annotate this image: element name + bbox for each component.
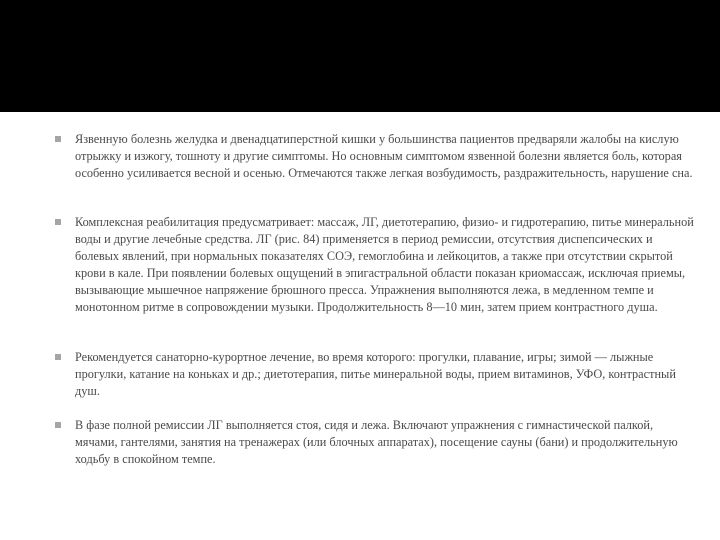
square-bullet-icon [55, 422, 61, 428]
square-bullet-icon [55, 354, 61, 360]
square-bullet-icon [55, 219, 61, 225]
bullet-text-1: Язвенную болезнь желудка и двенадцатиперстной кишки у большинства пациентов предваряли жалобы на кислую отрыжку и изжогу, тошноту и другие симптомы. Но основным симптомом язвенной болезни является боль, которая особенно усиливается весной и осенью. Отмечаются также легкая возбудимость, раздражительность, нарушение сна. [75, 132, 693, 180]
bullet-text-3: Рекомендуется санаторно-курортное лечение, во время которого: прогулки, плавание, игры; зимой — лыжные прогулки, катание на коньках и др.; диетотерапия, питье минеральной воды, прием витаминов, УФО, контрастный душ. [75, 350, 676, 398]
bullet-text-4: В фазе полной ремиссии ЛГ выполняется стоя, сидя и лежа. Включают упражнения с гимнастической палкой, мячами, гантелями, занятия на тренажерах (или блочных аппаратах), посещение сауны (бани) и продолжительную ходьбу в спокойном темпе. [75, 418, 678, 466]
square-bullet-icon [55, 136, 61, 142]
bullet-text-2: Комплексная реабилитация предусматривает: массаж, ЛГ, диетотерапию, физио- и гидротерапию, питье минеральной воды и другие лечебные средства. ЛГ (рис. 84) применяется в период ремиссии, отсутствия диспепсических и болевых явлений, при нормальных показателях СОЭ, гемоглобина и лейкоцитов, а также при отсутствии скрытой крови в кале. При появлении болевых ощущений в эпигастральной области показан криомассаж, исключая приемы, вызывающие мышечное напряжение брюшного пресса. Упражнения выполняются лежа, в медленном темпе и монотонном ритме в сопровождении музыки. Продолжительность 8—10 мин, затем прием контрастного душа. [75, 215, 694, 314]
